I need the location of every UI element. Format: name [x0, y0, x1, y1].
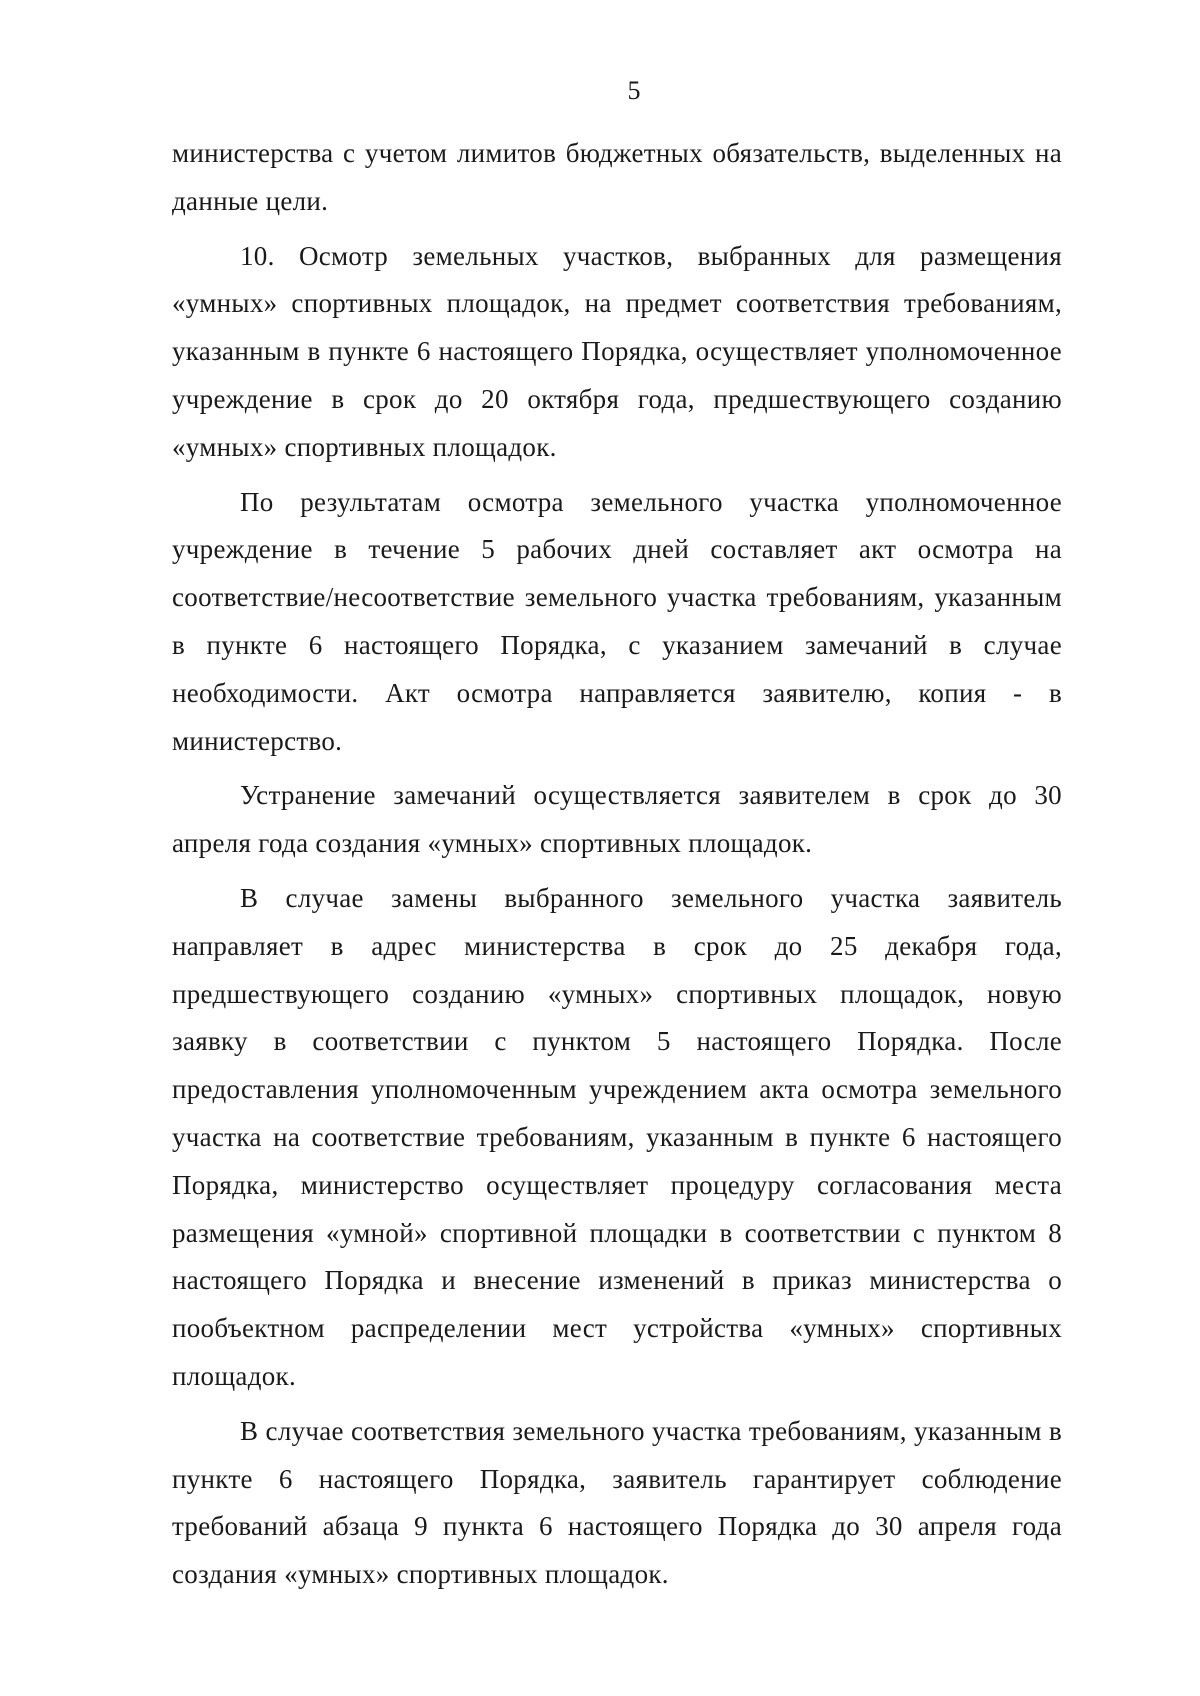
- paragraph-item-10: 10. Осмотр земельных участков, выбранных для размещения «умных» спортивных площадок, на предмет соответствия требованиям, указанным в пункте 6 настоящего Порядка, осуществляет уполномоченное учреждение в срок до 20 октября года, предшествующего созданию «умных» спортивных площадок.: [172, 240, 1062, 462]
- paragraph-plot-replacement: В случае замены выбранного земельного участка заявитель направляет в адрес министерства в срок до 25 декабря года, предшествующего созданию «умных» спортивных площадок, новую заявку в соответствии с пунктом 5 настоящего Порядка. После предоставления уполномоченным учреждением акта осмотра земельного участка на соответствие требованиям, указанным в пункте 6 настоящего Порядка, министерство осуществляет процедуру согласования места размещения «умной» спортивной площадки в соответствии с пунктом 8 настоящего Порядка и внесение изменений в приказ министерства о пообъектном распределении мест устройства «умных» спортивных площадок.: [172, 882, 1062, 1391]
- paragraph-compliance-guarantee: В случае соответствия земельного участка требованиям, указанным в пункте 6 настоящего Порядка, заявитель гарантирует соблюдение требований абзаца 9 пункта 6 настоящего Порядка до 30 апреля года создания «умных» спортивных площадок.: [172, 1415, 1062, 1590]
- paragraph-inspection-results: По результатам осмотра земельного участка уполномоченное учреждение в течение 5 рабочих дней составляет акт осмотра на соответствие/несоответствие земельного участка требованиям, указанным в пункте 6 настоящего Порядка, с указанием замечаний в случае необходимости. Акт осмотра направляется заявителю, копия - в министерство.: [172, 486, 1062, 756]
- page-number: 5: [627, 76, 641, 105]
- paragraph-continuation: министерства с учетом лимитов бюджетных обязательств, выделенных на данные цели.: [172, 138, 1062, 216]
- paragraph-remarks-elimination: Устранение замечаний осуществляется заявителем в срок до 30 апреля года создания «умных» спортивных площадок.: [172, 780, 1062, 859]
- document-body: [172, 130, 1062, 1599]
